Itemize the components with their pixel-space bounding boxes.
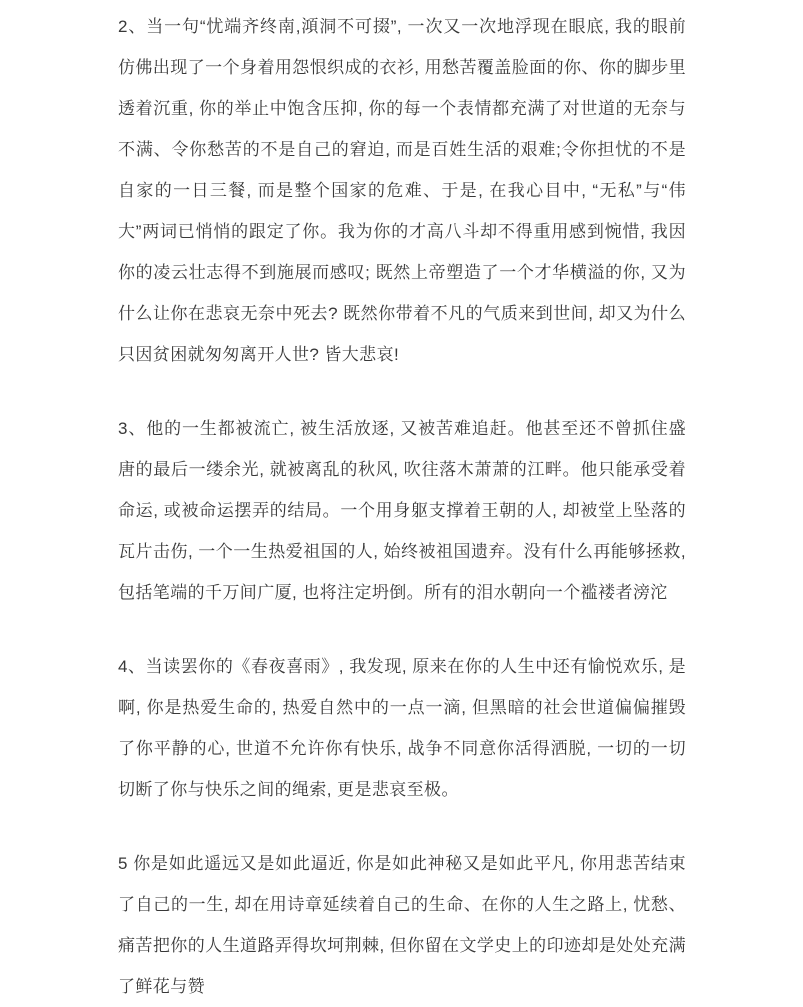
paragraph-3: 3、他的一生都被流亡, 被生活放逐, 又被苦难追赶。他甚至还不曾抓住盛唐的最后一缕余光, 就被离乱的秋风, 吹往落木萧萧的江畔。他只能承受着命运, 或被命运摆弄的结局。一个用身躯支撑着王朝的人, 却被堂上坠落的瓦片击伤, 一个一生热爱祖国的人, 始终被祖国遗弃。没有什么再能够拯救, 包括笔端的千万间广厦, 也将注定坍倒。所有的泪水朝向一个褴褛者滂沱 [118, 419, 686, 602]
paragraph-4: 4、当读罢你的《春夜喜雨》, 我发现, 原来在你的人生中还有愉悦欢乐, 是啊, 你是热爱生命的, 热爱自然中的一点一滴, 但黑暗的社会世道偏偏摧毁了你平静的心, 世道不允许你有快乐, 战争不同意你活得洒脱, 一切的一切切断了你与快乐之间的绳索, 更是悲哀至极。 [118, 657, 686, 799]
paragraph-5: 5 你是如此遥远又是如此逼近, 你是如此神秘又是如此平凡, 你用悲苦结束了自己的一生, 却在用诗章延续着自己的生命、在你的人生之路上, 忧愁、痛苦把你的人生道路弄得坎坷荆棘, 但你留在文学史上的印迹却是处处充满了鲜花与赞 [118, 854, 686, 996]
paragraph-2: 2、当一句“忧端齐终南,澒洞不可掇”, 一次又一次地浮现在眼底, 我的眼前仿佛出现了一个身着用怨恨织成的衣衫, 用愁苦覆盖脸面的你、你的脚步里透着沉重, 你的举止中饱含压抑, 你的每一个表情都充满了对世道的无奈与不满、令你愁苦的不是自己的窘迫, 而是百姓生活的艰难;令你担忧的不是自家的一日三餐, 而是整个国家的危难、于是, 在我心目中, “无私”与“伟大”两词已悄悄的跟定了你。我为你的才高八斗却不得重用感到惋惜, 我因你的凌云壮志得不到施展而感叹; 既然上帝塑造了一个才华横溢的你, 又为什么让你在悲哀无奈中死去? 既然你带着不凡的气质来到世间, 却又为什么只因贫困就匆匆离开人世? 皆大悲哀! [118, 17, 686, 364]
